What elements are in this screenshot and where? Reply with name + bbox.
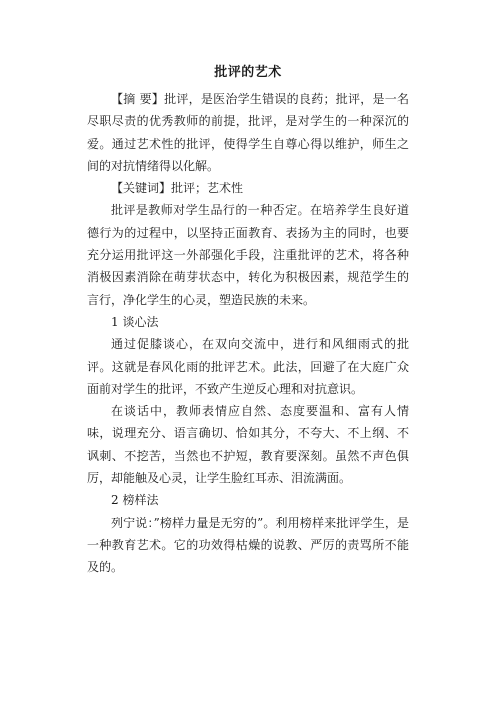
- keywords-paragraph: 【关键词】批评；艺术性: [111, 181, 244, 196]
- abstract-paragraph: 【摘 要】批评，是医治学生错误的良药；批评，是一名尽职尽责的优秀教师的前提，批评，是对学生的一种深沉的爱。通过艺术性的批评，使得学生自尊心得以维护，师生之间的对抗情绪得以化解。: [87, 92, 409, 173]
- body-paragraph: 在谈话中，教师表情应自然、态度要温和、富有人情味，说理充分、语言确切、恰如其分，不夸大、不上纲、不讽刺、不挖苦，当然也不护短，教育要深刻。虽然不声色俱厉，却能触及心灵，让学生脸红耳赤、泪流满面。: [87, 404, 409, 486]
- document-body: [87, 88, 409, 579]
- body-paragraph: 通过促膝谈心，在双向交流中，进行和风细雨式的批评。这就是春风化雨的批评艺术。此法，回避了在大庭广众面前对学生的批评，不致产生逆反心理和对抗意识。: [87, 337, 409, 396]
- document-title: 批评的艺术: [214, 65, 282, 80]
- section-heading-2: 2 榜样法: [111, 493, 159, 508]
- intro-paragraph: 批评是教师对学生品行的一种否定。在培养学生良好道德行为的过程中，以坚持正面教育、表扬为主的同时，也要充分运用批评这一外部强化手段，注重批评的艺术，将各种消极因素消除在萌芽状态中，转化为积极因素，规范学生的言行，净化学生的心灵，塑造民族的未来。: [87, 203, 409, 307]
- body-paragraph: 列宁说：”榜样力量是无穷的”。利用榜样来批评学生，是一种教育艺术。它的功效得枯燥的说教、严厉的责骂所不能及的。: [87, 515, 409, 575]
- section-heading-1: 1 谈心法: [111, 314, 159, 329]
